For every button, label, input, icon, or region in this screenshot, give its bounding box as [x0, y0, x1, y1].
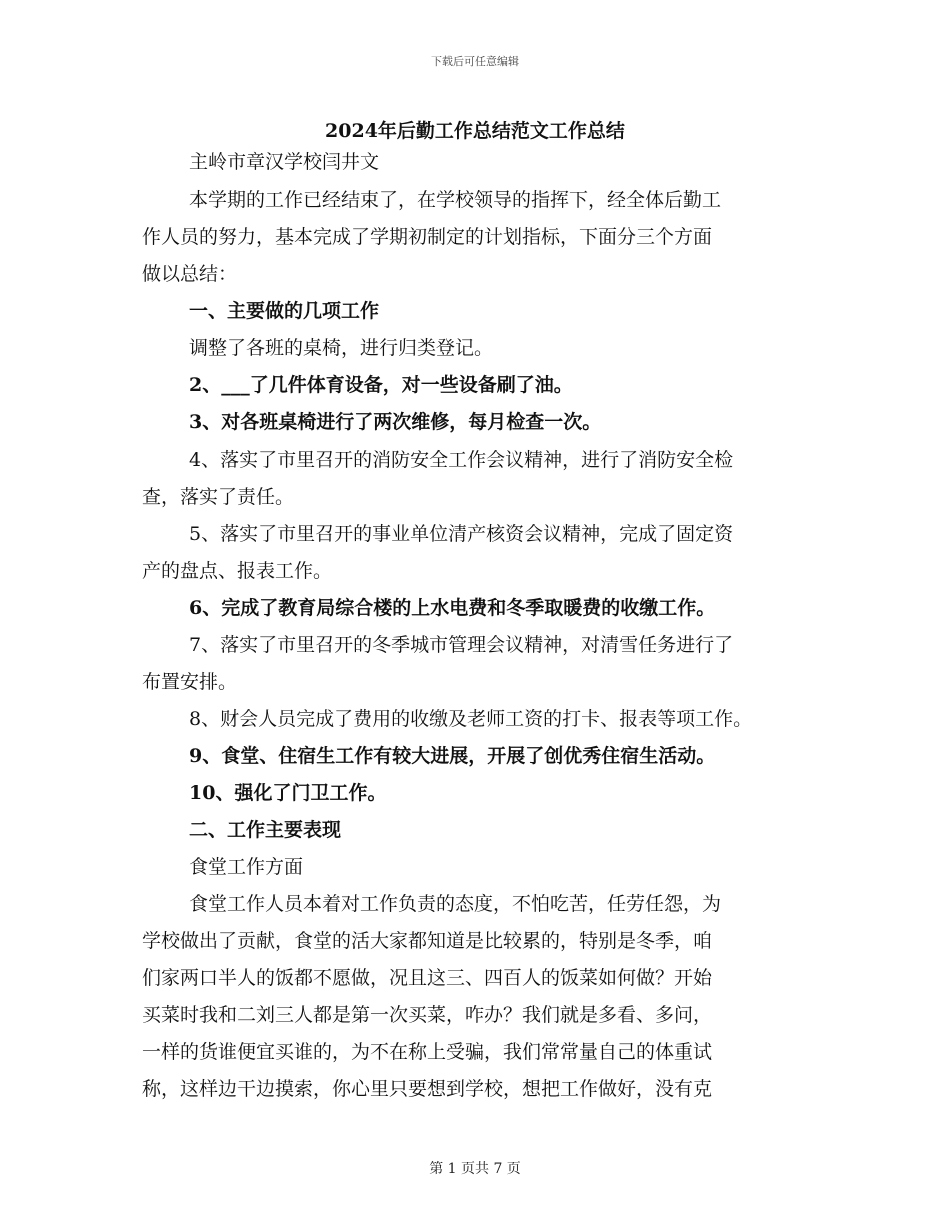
- paragraph-line: 本学期的工作已经结束了，在学校领导的指挥下，经全体后勤工: [189, 189, 722, 211]
- subsection-heading: 食堂工作方面: [189, 856, 304, 878]
- list-item: 调整了各班的桌椅，进行归类登记。: [189, 337, 494, 359]
- section-heading: 二、工作主要表现: [189, 819, 342, 841]
- list-item: 4、落实了市里召开的消防安全工作会议精神，进行了消防安全检: [189, 449, 734, 471]
- list-item: 8、财会人员完成了费用的收缴及老师工资的打卡、报表等项工作。: [189, 708, 753, 730]
- author-line: 主岭市章汉学校闫井文: [189, 151, 380, 173]
- paragraph-line: 做以总结：: [142, 263, 238, 285]
- list-item: 5、落实了市里召开的事业单位清产核资会议精神，完成了固定资: [189, 523, 734, 545]
- paragraph-line: 作人员的努力，基本完成了学期初制定的计划指标，下面分三个方面: [142, 226, 713, 248]
- paragraph-line: 称，这样边干边摸索，你心里只要想到学校，想把工作做好，没有克: [142, 1078, 713, 1100]
- section-heading: 一、主要做的几项工作: [189, 300, 380, 322]
- paragraph-line: 学校做出了贡献，食堂的活大家都知道是比较累的，特别是冬季，咱: [142, 930, 713, 952]
- list-item-continuation: 产的盘点、报表工作。: [142, 560, 333, 582]
- list-item: 6、完成了教育局综合楼的上水电费和冬季取暖费的收缴工作。: [189, 597, 716, 619]
- page-footer: 第 1 页共 7 页: [429, 1161, 521, 1177]
- list-item-continuation: 布置安排。: [142, 671, 238, 693]
- list-item: 3、对各班桌椅进行了两次维修，每月检查一次。: [189, 411, 602, 433]
- document-title: 2024年后勤工作总结范文工作总结: [325, 120, 625, 142]
- list-item: 2、___了几件体育设备，对一些设备刷了油。: [189, 374, 573, 396]
- paragraph-line: 食堂工作人员本着对工作负责的态度，不怕吃苦，任劳任怨，为: [189, 893, 722, 915]
- paragraph-line: 一样的货谁便宜买谁的，为不在称上受骗，我们常常量自己的体重试: [142, 1041, 713, 1063]
- paragraph-line: 买菜时我和二刘三人都是第一次买菜，咋办？我们就是多看、多问，: [142, 1004, 713, 1026]
- list-item: 7、落实了市里召开的冬季城市管理会议精神，对清雪任务进行了: [189, 634, 734, 656]
- list-item: 9、食堂、住宿生工作有较大进展，开展了创优秀住宿生活动。: [189, 745, 716, 767]
- page-header: 下载后可任意编辑: [431, 55, 519, 68]
- paragraph-line: 们家两口半人的饭都不愿做，况且这三、四百人的饭菜如何做？开始: [142, 967, 713, 989]
- list-item-continuation: 查，落实了责任。: [142, 486, 295, 508]
- list-item: 10、强化了门卫工作。: [189, 782, 387, 804]
